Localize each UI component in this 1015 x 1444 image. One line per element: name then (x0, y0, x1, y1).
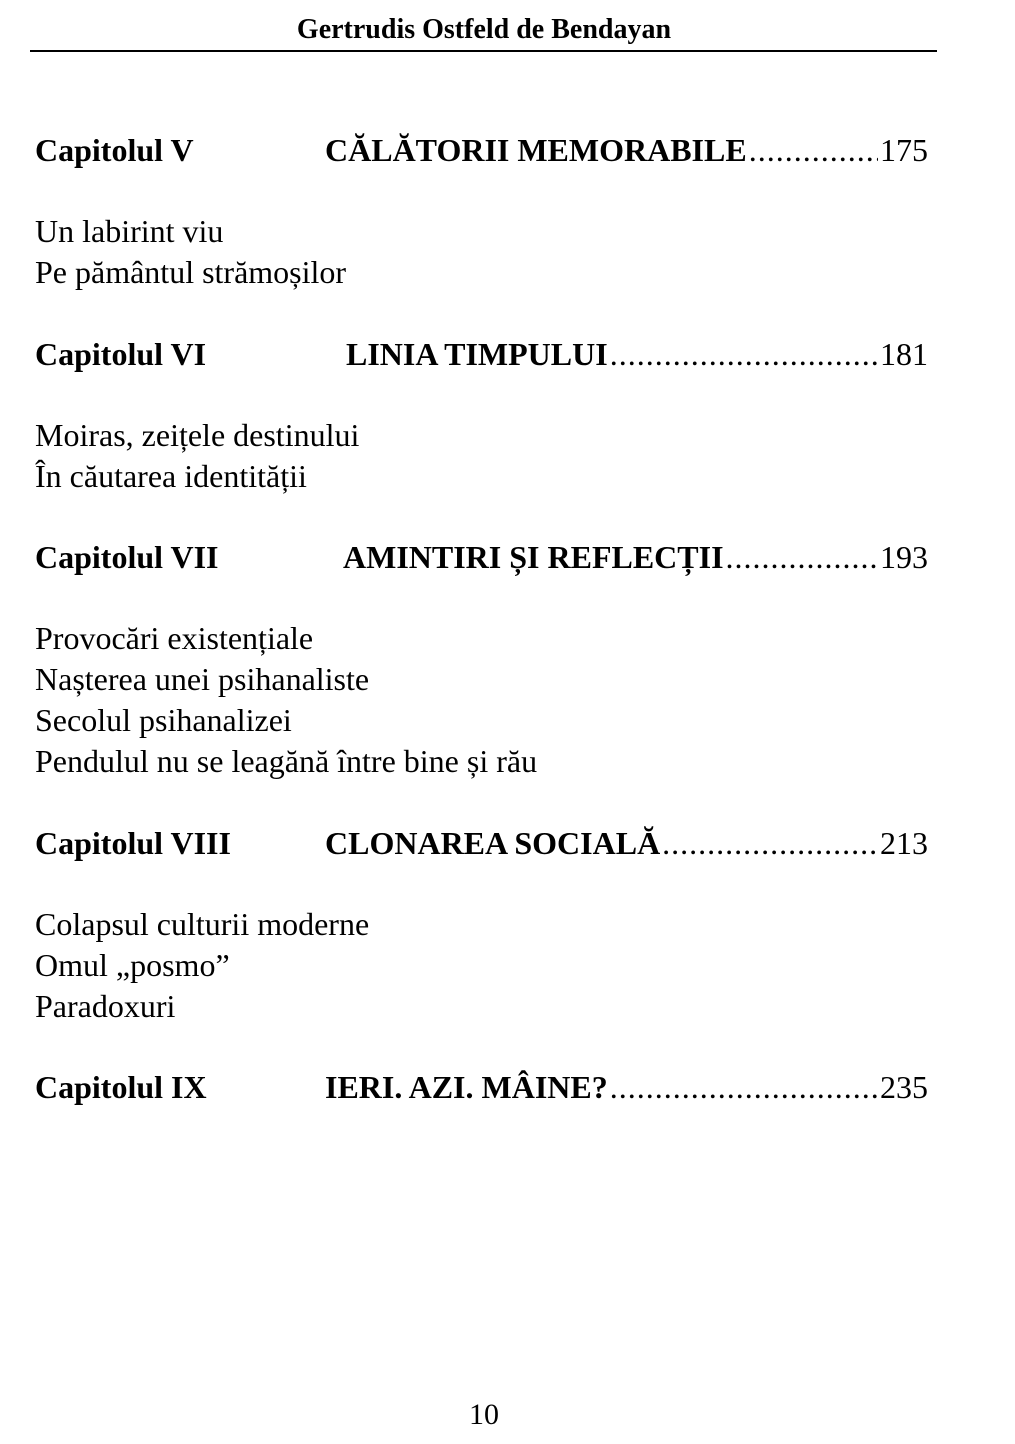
toc-subitems (35, 904, 369, 1027)
toc-subitem: Pe pământul strămoșilor (35, 254, 347, 290)
chapter-page: 181 (880, 336, 928, 372)
toc-chapter-row (35, 539, 928, 575)
toc-subitems (35, 618, 537, 782)
dot-leader (610, 1069, 878, 1105)
chapter-page: 175 (880, 132, 928, 168)
toc-subitem: Un labirint viu (35, 213, 224, 249)
toc-subitems (35, 211, 346, 293)
chapter-page: 193 (880, 539, 928, 575)
toc-chapter-row (35, 825, 928, 861)
page-number: 10 (469, 1398, 499, 1431)
header-divider (30, 50, 937, 52)
toc-subitems (35, 415, 359, 497)
chapter-title: AMINTIRI ȘI REFLECȚII (343, 539, 724, 575)
chapter-label: Capitolul V (35, 132, 194, 168)
toc-subitem: Provocări existențiale (35, 620, 314, 656)
toc-chapter-row (35, 336, 928, 372)
chapter-title: CLONAREA SOCIALĂ (325, 825, 661, 861)
chapter-label: Capitolul IX (35, 1069, 207, 1105)
chapter-page: 235 (880, 1069, 928, 1105)
toc-subitem: Colapsul culturii moderne (35, 906, 370, 942)
dot-leader (610, 336, 878, 372)
dot-leader (726, 539, 878, 575)
toc-chapter-row (35, 132, 928, 168)
toc-subitem: Moiras, zeițele destinului (35, 417, 360, 453)
dot-leader (662, 825, 878, 861)
dot-leader (749, 132, 878, 168)
toc-chapter-row (35, 1069, 928, 1105)
toc-subitem: Omul „posmo” (35, 947, 230, 983)
chapter-page: 213 (880, 825, 928, 861)
running-header: Gertrudis Ostfeld de Bendayan (296, 14, 672, 45)
chapter-label: Capitolul VIII (35, 825, 231, 861)
chapter-label: Capitolul VII (35, 539, 219, 575)
toc-subitem: Pendulul nu se leagănă între bine și rău (35, 743, 538, 779)
toc-subitem: În căutarea identității (35, 458, 307, 494)
chapter-title: CĂLĂTORII MEMORABILE (325, 132, 747, 168)
chapter-label: Capitolul VI (35, 336, 207, 372)
chapter-title: LINIA TIMPULUI (346, 336, 608, 372)
toc-subitem: Paradoxuri (35, 988, 176, 1024)
toc-subitem: Nașterea unei psihanaliste (35, 661, 370, 697)
chapter-title: IERI. AZI. MÂINE? (325, 1069, 608, 1105)
toc-subitem: Secolul psihanalizei (35, 702, 292, 738)
